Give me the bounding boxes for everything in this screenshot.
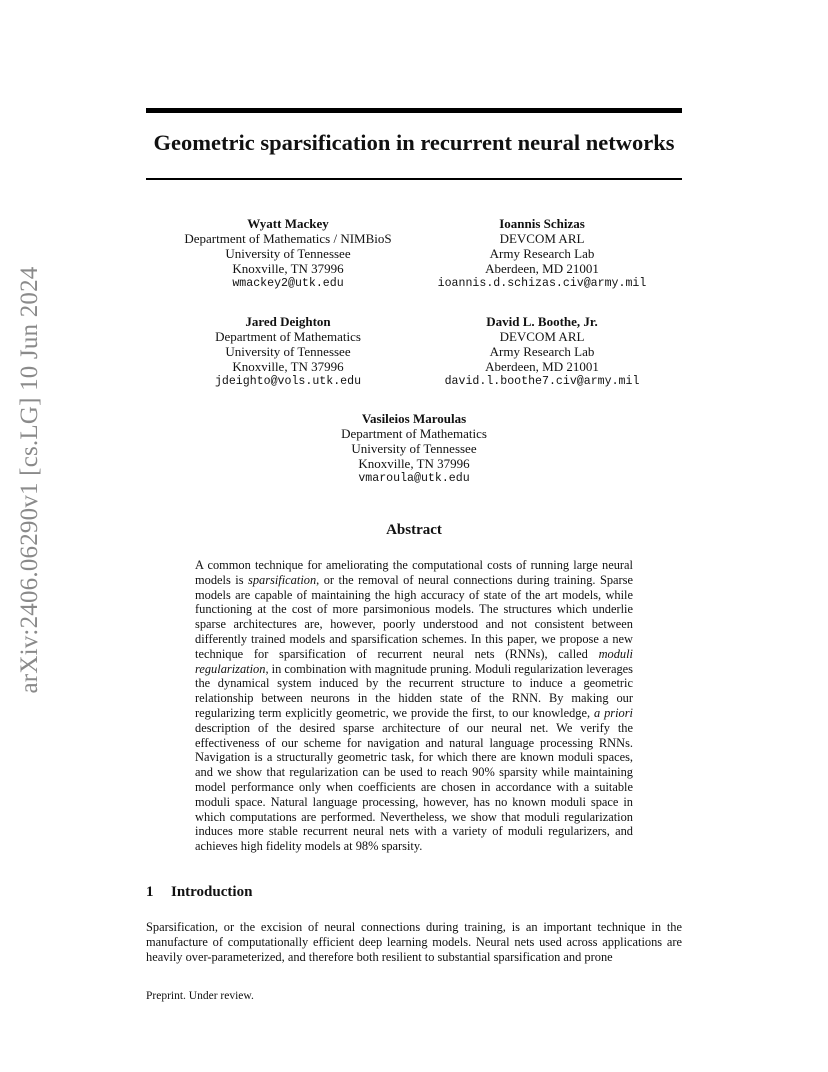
author-institution: University of Tennessee <box>225 344 351 359</box>
author-name: Ioannis Schizas <box>499 216 585 231</box>
preprint-footer: Preprint. Under review. <box>146 990 254 1002</box>
author-block <box>294 411 534 486</box>
author-address: Knoxville, TN 37996 <box>232 359 344 374</box>
author-address: Knoxville, TN 37996 <box>232 261 344 276</box>
author-affiliation: Department of Mathematics / NIMBioS <box>184 231 392 246</box>
title-top-rule <box>146 108 682 113</box>
author-address: Aberdeen, MD 21001 <box>485 359 599 374</box>
author-affiliation: DEVCOM ARL <box>499 231 585 246</box>
author-affiliation: Department of Mathematics <box>341 426 487 441</box>
abstract-emphasis: sparsification <box>248 572 317 587</box>
abstract-text: A common technique for ameliorating the computational costs of running large neural models is <box>195 558 633 587</box>
author-address: Knoxville, TN 37996 <box>358 456 470 471</box>
abstract-heading: Abstract <box>386 522 442 538</box>
section-title: Introduction <box>171 884 253 900</box>
author-block <box>168 216 408 291</box>
title-bottom-rule <box>146 178 682 180</box>
section-heading-introduction <box>146 884 682 901</box>
abstract-emphasis: moduli regularization <box>195 646 633 676</box>
abstract-body <box>195 558 633 854</box>
author-name: Wyatt Mackey <box>247 216 329 231</box>
author-institution: Army Research Lab <box>489 246 595 261</box>
author-email[interactable]: wmackey2@utk.edu <box>232 277 344 290</box>
paper-title: Geometric sparsification in recurrent neural networks <box>153 130 675 155</box>
abstract-text: description of the desired sparse architecture of our neural net. We verify the effectiveness of our scheme for navigation and natural language processing RNNs. Navigation is a structurally geometric task, for which there are known moduli spaces, and we show that regularization can be used to reach 90% sparsity while maintaining model performance only when coefficients are chosen in accordance with a suitable moduli space. Natural language processing, however, has no known moduli space in which computations are performed. Nevertheless, we show that moduli regularization induces more stable recurrent neural nets with a variety of moduli regularizers, and achieves high fidelity models at 98% sparsity. <box>195 720 633 854</box>
author-institution: Army Research Lab <box>489 344 595 359</box>
abstract-text: , in combination with magnitude pruning. Moduli regularization leverages the dynamical system induced by the recurrent structure to induce a geometric relationship between neurons in the hidden state of the RNN. By making our regularizing term explicitly geometric, we provide the first, to our knowledge, <box>195 661 633 720</box>
author-email[interactable]: ioannis.d.schizas.civ@army.mil <box>437 277 647 290</box>
author-institution: University of Tennessee <box>351 441 477 456</box>
author-affiliation: Department of Mathematics <box>215 329 361 344</box>
author-email[interactable]: jdeighto@vols.utk.edu <box>214 375 362 388</box>
author-institution: University of Tennessee <box>225 246 351 261</box>
author-name: Vasileios Maroulas <box>361 411 467 426</box>
section-number: 1 <box>146 884 154 900</box>
author-name: Jared Deighton <box>245 314 331 329</box>
author-block <box>168 314 408 389</box>
author-block <box>412 216 672 291</box>
arxiv-id-label: arXiv:2406.06290v1 [cs.LG] 10 Jun 2024 <box>16 266 43 694</box>
author-block <box>412 314 672 389</box>
author-affiliation: DEVCOM ARL <box>499 329 585 344</box>
author-email[interactable]: vmaroula@utk.edu <box>358 472 470 485</box>
introduction-paragraph: Sparsification, or the excision of neural connections during training, is an important technique in the manufacture of computationally efficient deep learning models. Neural nets used across applications are heavily over-parameterized, and therefore both resilient to substantial sparsification and prone <box>146 920 682 964</box>
author-name: David L. Boothe, Jr. <box>486 314 598 329</box>
arxiv-sidebar-stamp <box>4 266 56 694</box>
author-email[interactable]: david.l.boothe7.civ@army.mil <box>444 375 640 388</box>
abstract-emphasis: a priori <box>593 705 633 720</box>
abstract-text: , or the removal of neural connections during training. Sparse models are capable of maintaining the high accuracy of state of the art models, while functioning at the cost of more parsimonious models. The structures which underlie sparse architectures are, however, poorly understood and not consistent between differently trained models and sparsification schemes. In this paper, we propose a new technique for sparsification of recurrent neural nets (RNNs), called <box>195 572 633 661</box>
author-address: Aberdeen, MD 21001 <box>485 261 599 276</box>
